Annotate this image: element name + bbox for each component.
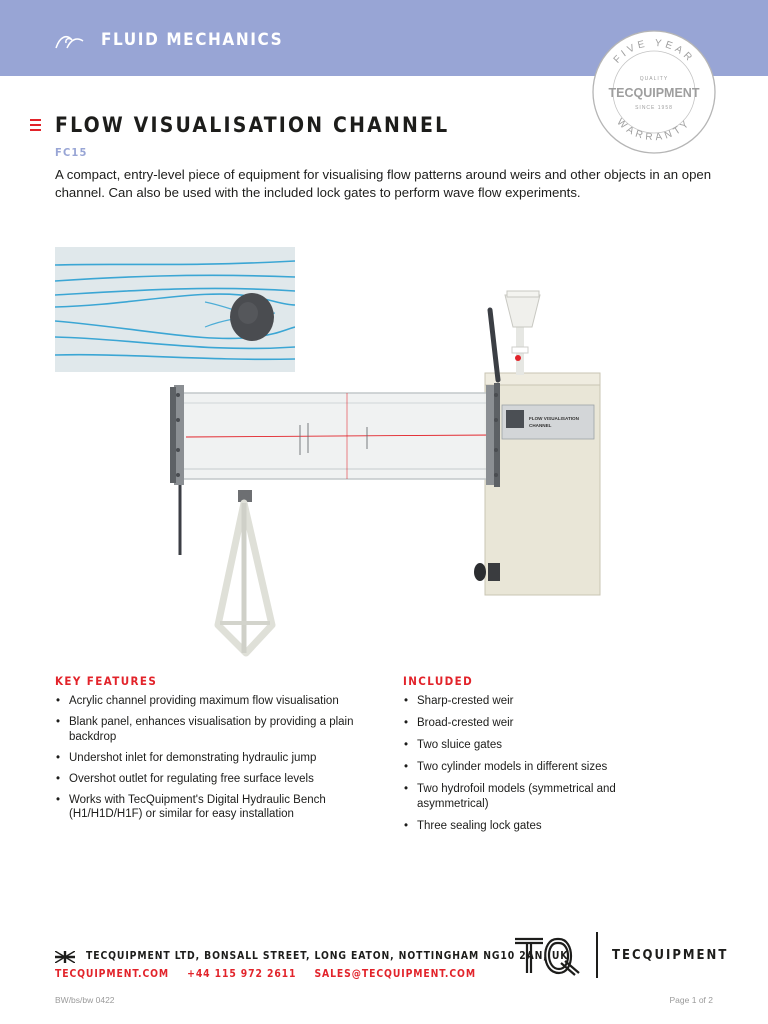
page-number: Page 1 of 2 [669, 995, 713, 1005]
badge-bottom-text: WARRANTY [614, 116, 694, 144]
intro-text: A compact, entry-level piece of equipment for visualising flow patterns around weirs and other objects in an open channel. Can also be used with the included lock gates to perform wave flow experiments. [55, 167, 712, 200]
list-item: • Acrylic channel providing maximum flow visualisation [55, 694, 355, 709]
union-flag-icon [55, 951, 75, 963]
included-heading: INCLUDED [403, 674, 474, 688]
logo-divider [596, 932, 598, 978]
list-item: • Two cylinder models in different sizes [403, 760, 673, 775]
footer-contact [55, 968, 490, 980]
footer-address: TECQUIPMENT LTD, BONSALL STREET, LONG EATON, NOTTINGHAM NG10 2AN, UK [86, 950, 569, 962]
website-link[interactable]: TECQUIPMENT.COM [55, 968, 170, 980]
list-item: • Sharp-crested weir [403, 694, 673, 709]
list-item: • Two hydrofoil models (symmetrical and asymmetrical) [403, 782, 673, 811]
section-name: FLUID MECHANICS [101, 30, 284, 50]
badge-brand-text: TECQUIPMENT [608, 86, 700, 100]
phone-number[interactable]: +44 115 972 2611 [187, 968, 297, 980]
footer-brand-name: TECQUIPMENT [612, 948, 729, 963]
email-link[interactable]: SALES@TECQUIPMENT.COM [314, 968, 476, 980]
rig-label-line1: FLOW VISUALISATION [529, 416, 579, 421]
included-list [403, 694, 673, 841]
badge-since-text: SINCE 1958 [635, 105, 673, 111]
list-item: • Overshot outlet for regulating free surface levels [55, 772, 355, 787]
page-title: FLOW VISUALISATION CHANNEL [55, 113, 450, 137]
list-item: • Works with TecQuipment's Digital Hydraulic Bench (H1/H1D/H1F) or similar for easy installation [55, 793, 355, 822]
list-item: • Two sluice gates [403, 738, 673, 753]
document-reference: BW/bs/bw 0422 [55, 995, 115, 1005]
key-features-heading: KEY FEATURES [55, 674, 158, 688]
list-item: • Blank panel, enhances visualisation by providing a plain backdrop [55, 715, 355, 744]
channel-rig-photo [160, 285, 620, 660]
rig-label-line2: CHANNEL [529, 423, 552, 428]
title-marker-icon [30, 119, 41, 133]
warranty-badge [590, 28, 718, 156]
badge-top-text: FIVE YEAR [611, 37, 697, 66]
tq-logo-icon [513, 933, 583, 977]
list-item: • Three sealing lock gates [403, 819, 673, 834]
wave-icon [55, 33, 85, 51]
stand-icon [218, 490, 272, 653]
product-code: FC15 [55, 146, 88, 159]
list-item: • Undershot inlet for demonstrating hydraulic jump [55, 751, 355, 766]
badge-quality-text: QUALITY [639, 76, 669, 82]
list-item: • Broad-crested weir [403, 716, 673, 731]
key-features-list [55, 694, 355, 828]
